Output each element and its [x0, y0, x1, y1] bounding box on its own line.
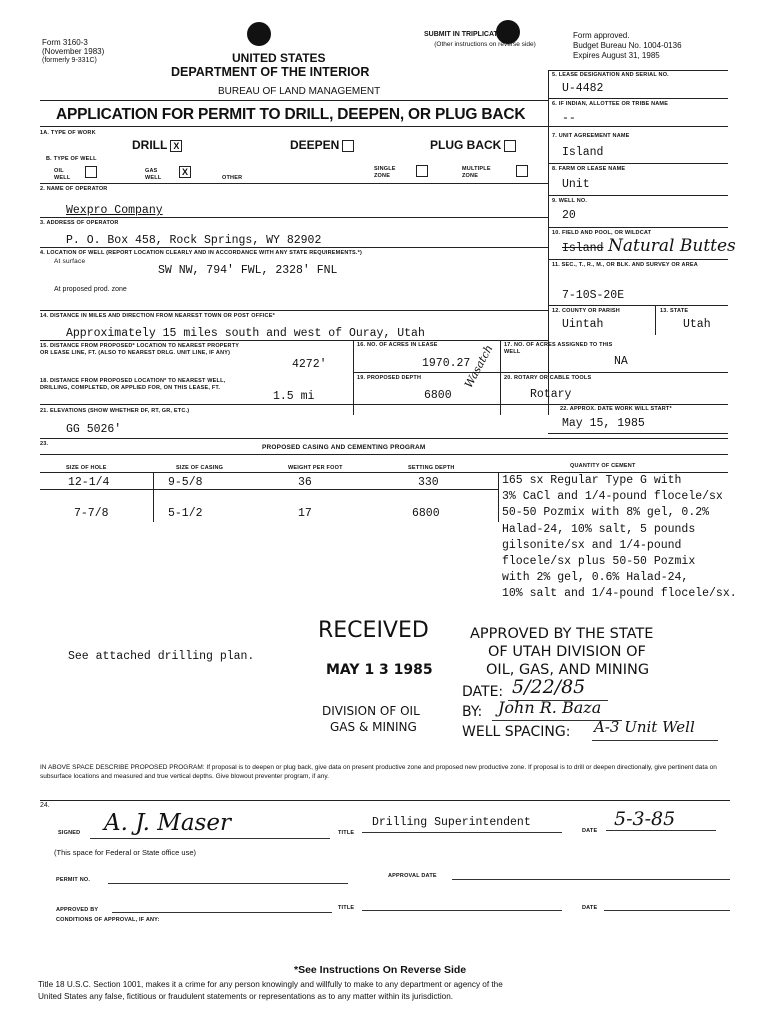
- cement-line: 165 sx Regular Type G with: [502, 474, 682, 487]
- operator-name-value: Wexpro Company: [66, 204, 163, 217]
- distance-label: 14. DISTANCE IN MILES AND DIRECTION FROM NEAREST TOWN OR POST OFFICE*: [40, 313, 275, 319]
- received-stamp: RECEIVED: [318, 618, 429, 643]
- approved-line3: Expires August 31, 1985: [573, 51, 660, 60]
- cement-line: 50-50 Pozmix with 8% gel, 0.2%: [502, 506, 710, 520]
- casing-size-cell: 5-1/2: [168, 507, 203, 520]
- multiple-zone-checkbox[interactable]: [516, 165, 528, 177]
- drill-label: DRILL: [132, 138, 168, 152]
- office-title-label: TITLE: [338, 905, 355, 911]
- operator-name-label: 2. NAME OF OPERATOR: [40, 186, 108, 192]
- elevations-label: 21. ELEVATIONS (SHOW WHETHER DF, RT, GR, ETC.): [40, 408, 190, 414]
- cement-line: 3% CaCl and 1/4-pound flocele/sx: [502, 490, 723, 504]
- well-number-label: 9. WELL NO.: [552, 198, 588, 204]
- drill-option[interactable]: [132, 138, 182, 152]
- well-number-value: 20: [562, 209, 576, 222]
- deepen-label: DEEPEN: [290, 138, 340, 152]
- plugback-checkbox[interactable]: [504, 140, 516, 152]
- approved-by-office-label: APPROVED BY: [56, 907, 99, 913]
- casing-header-cement: QUANTITY OF CEMENT: [570, 463, 636, 469]
- punch-hole-mark: [247, 22, 271, 46]
- approved-by-signature: John R. Baza: [498, 698, 602, 717]
- rotary-value: Rotary: [530, 388, 572, 401]
- permit-number-label: PERMIT NO.: [56, 877, 91, 883]
- form-number: Form 3160-3: [42, 38, 88, 47]
- legal-line2: United States any false, fictitious or fraudulent statements or representations as to any matter within its jurisdiction.: [38, 992, 454, 1001]
- well-location-value: SW NW, 794' FWL, 2328' FNL: [158, 264, 338, 277]
- field-pool-struck: Island: [562, 242, 604, 255]
- at-surface-label: At surface: [54, 258, 86, 265]
- lease-designation-value: U-4482: [562, 82, 604, 95]
- unit-agreement-label: 7. UNIT AGREEMENT NAME: [552, 133, 630, 139]
- cement-line: flocele/sx plus 50-50 Pozmix: [502, 555, 696, 569]
- submit-note: (Other instructions on reverse side): [434, 41, 536, 48]
- start-date-value: May 15, 1985: [562, 417, 645, 430]
- approved-date-value: 5/22/85: [512, 676, 586, 698]
- approved-date-label: DATE:: [462, 684, 504, 700]
- acres-lease-label: 16. NO. OF ACRES IN LEASE: [357, 342, 438, 348]
- conditions-label: CONDITIONS OF APPROVAL, IF ANY:: [56, 917, 160, 923]
- casing-header-hole: SIZE OF HOLE: [66, 465, 107, 471]
- hole-size-cell: 12-1/4: [68, 476, 110, 489]
- legal-line1: Title 18 U.S.C. Section 1001, makes it a crime for any person knowingly and willfully to make to any department or agency of the: [38, 980, 503, 989]
- weight-cell: 17: [298, 507, 312, 520]
- farm-lease-label: 8. FARM OR LEASE NAME: [552, 166, 626, 172]
- property-line-value: 4272': [292, 358, 327, 371]
- field-pool-handwritten: Natural Buttes: [608, 236, 736, 256]
- approved-stamp-line2: OF UTAH DIVISION OF: [488, 644, 646, 660]
- indian-allottee-label: 6. IF INDIAN, ALLOTTEE OR TRIBE NAME: [552, 101, 669, 107]
- type-of-work-label: 1A. TYPE OF WORK: [40, 130, 96, 136]
- approved-line2: Budget Bureau No. 1004-0136: [573, 41, 682, 50]
- division-stamp-line2: GAS & MINING: [330, 720, 417, 734]
- well-spacing-label: WELL SPACING:: [462, 724, 571, 740]
- well-spacing-value: A-3 Unit Well: [594, 718, 695, 736]
- other-label: OTHER: [222, 175, 243, 181]
- single-zone-label: SINGLE ZONE: [374, 166, 396, 179]
- item-24-label: 24.: [40, 802, 50, 809]
- operator-address-label: 3. ADDRESS OF OPERATOR: [40, 220, 119, 226]
- cement-list: [502, 473, 737, 603]
- cement-line: 10% salt and 1/4-pound flocele/sx.: [502, 587, 737, 601]
- signer-title-label: TITLE: [338, 830, 355, 836]
- depth-cell: 330: [418, 476, 439, 489]
- division-stamp-line1: DIVISION OF OIL: [322, 704, 420, 718]
- agency-line1: UNITED STATES: [232, 51, 326, 65]
- section-survey-label: 11. SEC., T., R., M., OR BLK. AND SURVEY OR AREA: [552, 262, 698, 268]
- approved-stamp-title: APPROVED BY THE STATE: [470, 626, 654, 642]
- casing-header-weight: WEIGHT PER FOOT: [288, 465, 343, 471]
- elevations-value: GG 5026': [66, 423, 122, 436]
- cement-line: gilsonite/sx and 1/4-pound: [502, 538, 682, 552]
- casing-header-depth: SETTING DEPTH: [408, 465, 455, 471]
- cement-line: Halad-24, 10% salt, 5 pounds: [502, 522, 696, 536]
- approved-stamp-line3: OIL, GAS, AND MINING: [486, 662, 650, 678]
- proposed-depth-note: Wasatch: [462, 342, 496, 391]
- office-date-label: DATE: [582, 905, 598, 911]
- item-23-label: 23.: [40, 441, 49, 447]
- form-formerly: (formerly 9-331C): [42, 57, 97, 64]
- multiple-zone-label: MULTIPLE ZONE: [462, 166, 491, 179]
- proposed-depth-value: 6800: [424, 389, 452, 402]
- drill-checkbox[interactable]: [170, 140, 182, 152]
- bureau: BUREAU OF LAND MANAGEMENT: [218, 86, 381, 97]
- plugback-option[interactable]: [430, 138, 516, 152]
- lease-designation-label: 5. LEASE DESIGNATION AND SERIAL NO.: [552, 72, 669, 78]
- rotary-label: 20. ROTARY OR CABLE TOOLS: [504, 375, 592, 381]
- submit-label: SUBMIT IN TRIPLICATE*: [424, 31, 506, 38]
- deepen-checkbox[interactable]: [342, 140, 354, 152]
- single-zone-checkbox[interactable]: [416, 165, 428, 177]
- agency-line2: DEPARTMENT OF THE INTERIOR: [171, 65, 370, 79]
- start-date-label: 22. APPROX. DATE WORK WILL START*: [560, 406, 672, 412]
- operator-signature[interactable]: A. J. Maser: [104, 810, 231, 836]
- well-location-label: 4. LOCATION OF WELL (REPORT LOCATION CLEARLY AND IN ACCORDANCE WITH ANY STATE REQUIREMENTS.*): [40, 250, 363, 256]
- type-of-well-label: B. TYPE OF WELL: [46, 156, 97, 162]
- depth-cell: 6800: [412, 507, 440, 520]
- approval-date-label: APPROVAL DATE: [388, 873, 437, 879]
- sign-date-label: DATE: [582, 828, 598, 834]
- acres-assigned-label: 17. NO. OF ACRES ASSIGNED TO THIS WELL: [504, 342, 613, 355]
- nearest-well-label: 18. DISTANCE FROM PROPOSED LOCATION* TO NEAREST WELL, DRILLING, COMPLETED, OR APPLIED FOR, ON THIS LEASE, FT.: [40, 378, 226, 391]
- property-line-label: 15. DISTANCE FROM PROPOSED* LOCATION TO NEAREST PROPERTY OR LEASE LINE, FT. (ALSO TO NEAREST DRLG. UNIT LINE, IF ANY): [40, 343, 240, 356]
- field-pool-label: 10. FIELD AND POOL, OR WILDCAT: [552, 230, 652, 236]
- casing-program-title: PROPOSED CASING AND CEMENTING PROGRAM: [262, 444, 426, 451]
- acres-assigned-value: NA: [614, 355, 628, 368]
- oil-well-label: OIL WELL: [54, 168, 71, 181]
- distance-value: Approximately 15 miles south and west of Ouray, Utah: [66, 327, 425, 340]
- prod-zone-label: At proposed prod. zone: [54, 286, 127, 293]
- county-value: Uintah: [562, 318, 604, 331]
- sign-date-value: 5-3-85: [614, 808, 676, 830]
- operator-address-value: P. O. Box 458, Rock Springs, WY 82902: [66, 234, 322, 247]
- gas-well-label: GAS WELL: [145, 168, 162, 181]
- hole-size-cell: 7-7/8: [74, 507, 109, 520]
- plugback-label: PLUG BACK: [430, 138, 502, 152]
- reverse-instructions: *See Instructions On Reverse Side: [294, 964, 467, 976]
- received-date-stamp: MAY 1 3 1985: [326, 662, 433, 678]
- proposed-depth-label: 19. PROPOSED DEPTH: [357, 375, 422, 381]
- federal-office-note: (This space for Federal or State office use): [54, 848, 197, 857]
- casing-header-size: SIZE OF CASING: [176, 465, 224, 471]
- section-survey-value: 7-10S-20E: [562, 289, 625, 302]
- signer-title-value: Drilling Superintendent: [372, 816, 531, 829]
- approved-by-label: BY:: [462, 704, 483, 720]
- nearest-well-value: 1.5 mi: [273, 390, 315, 403]
- signed-label: SIGNED: [58, 830, 81, 836]
- state-value: Utah: [683, 318, 711, 331]
- acres-lease-value: 1970.27: [422, 357, 471, 370]
- oil-well-checkbox[interactable]: [85, 166, 97, 178]
- above-space-instructions: IN ABOVE SPACE DESCRIBE PROPOSED PROGRAM: If proposal is to deepen or plug back, give data on present productive zone and proposed new productive zone. If proposal is to drill or deepen directionally, give pertinent data on subsurface locations and measured and true vertical depths. Give blowout preventer program, if any.: [40, 764, 717, 780]
- indian-allottee-value: --: [562, 112, 576, 125]
- form-date: (November 1983): [42, 47, 105, 56]
- county-label: 12. COUNTY OR PARISH: [552, 308, 620, 314]
- form-title: APPLICATION FOR PERMIT TO DRILL, DEEPEN, OR PLUG BACK: [56, 106, 526, 123]
- weight-cell: 36: [298, 476, 312, 489]
- gas-well-checkbox[interactable]: [179, 166, 191, 178]
- attached-plan-note: See attached drilling plan.: [68, 650, 255, 663]
- approved-line1: Form approved.: [573, 31, 630, 40]
- state-label: 13. STATE: [660, 308, 689, 314]
- casing-size-cell: 9-5/8: [168, 476, 203, 489]
- deepen-option[interactable]: [290, 138, 354, 152]
- farm-lease-value: Unit: [562, 178, 590, 191]
- cement-line: with 2% gel, 0.6% Halad-24,: [502, 571, 689, 585]
- unit-agreement-value: Island: [562, 146, 604, 159]
